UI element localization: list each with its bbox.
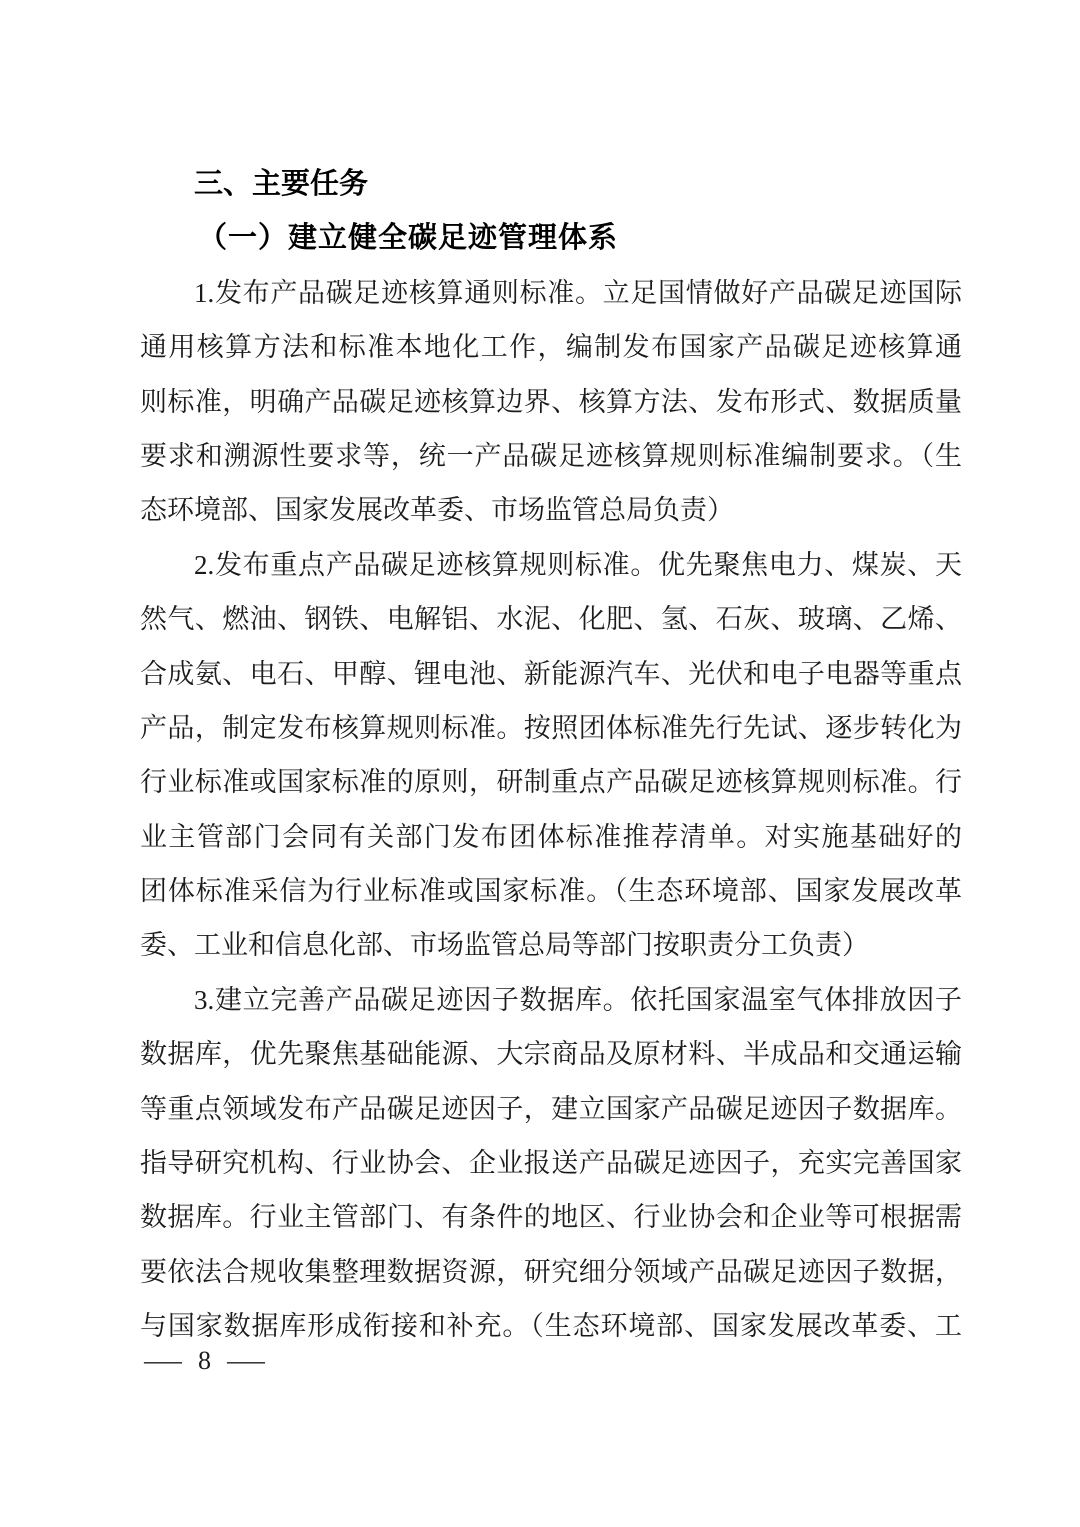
text-line: 数据库，优先聚焦基础能源、大宗商品及原材料、半成品和交通运输 — [140, 1039, 962, 1070]
text-line: 3.建立完善产品碳足迹因子数据库。依托国家温室气体排放因子 — [194, 984, 962, 1015]
text-line: 业主管部门会同有关部门发布团体标准推荐清单。对实施基础好的 — [140, 821, 962, 852]
text-line: 1.发布产品碳足迹核算通则标准。立足国情做好产品碳足迹国际 — [194, 277, 962, 308]
text-line: 合成氨、电石、甲醇、锂电池、新能源汽车、光伏和电子电器等重点 — [140, 658, 962, 689]
text-line: 态环境部、国家发展改革委、市场监管总局负责） — [140, 495, 734, 526]
page-footer — [140, 1344, 269, 1378]
text-line: 等重点领域发布产品碳足迹因子，建立国家产品碳足迹因子数据库。 — [140, 1093, 962, 1124]
subsection-heading: （一）建立健全碳足迹管理体系 — [198, 222, 619, 255]
section-heading: 三、主要任务 — [194, 168, 369, 200]
text-line: 2.发布重点产品碳足迹核算规则标准。优先聚焦电力、煤炭、天 — [194, 549, 962, 580]
text-line: 要依法合规收集整理数据资源，研究细分领域产品碳足迹因子数据， — [140, 1256, 962, 1287]
footer-dash-left: — — [144, 1346, 182, 1375]
text-line: 团体标准采信为行业标准或国家标准。（生态环境部、国家发展改革 — [140, 876, 962, 907]
footer-dash-right: — — [227, 1346, 265, 1375]
text-line: 要求和溯源性要求等，统一产品碳足迹核算规则标准编制要求。（生 — [140, 440, 962, 471]
text-line: 数据库。行业主管部门、有条件的地区、行业协会和企业等可根据需 — [140, 1202, 962, 1233]
text-line: 然气、燃油、钢铁、电解铝、水泥、化肥、氢、石灰、玻璃、乙烯、 — [140, 604, 962, 635]
text-line: 行业标准或国家标准的原则，研制重点产品碳足迹核算规则标准。行 — [140, 767, 962, 798]
text-line: 委、工业和信息化部、市场监管总局等部门按职责分工负责） — [140, 930, 869, 961]
text-line: 通用核算方法和标准本地化工作，编制发布国家产品碳足迹核算通 — [140, 332, 962, 363]
page-number: 8 — [198, 1346, 211, 1375]
text-line: 与国家数据库形成衔接和补充。（生态环境部、国家发展改革委、工 — [140, 1311, 962, 1342]
document-page — [140, 157, 962, 1354]
text-line: 则标准，明确产品碳足迹核算边界、核算方法、发布形式、数据质量 — [140, 386, 962, 417]
paragraph-3 — [140, 973, 962, 1354]
text-line: 指导研究机构、行业协会、企业报送产品碳足迹因子，充实完善国家 — [140, 1148, 962, 1179]
paragraph-1 — [140, 266, 962, 538]
paragraph-2 — [140, 538, 962, 973]
text-line: 产品，制定发布核算规则标准。按照团体标准先行先试、逐步转化为 — [140, 712, 962, 743]
